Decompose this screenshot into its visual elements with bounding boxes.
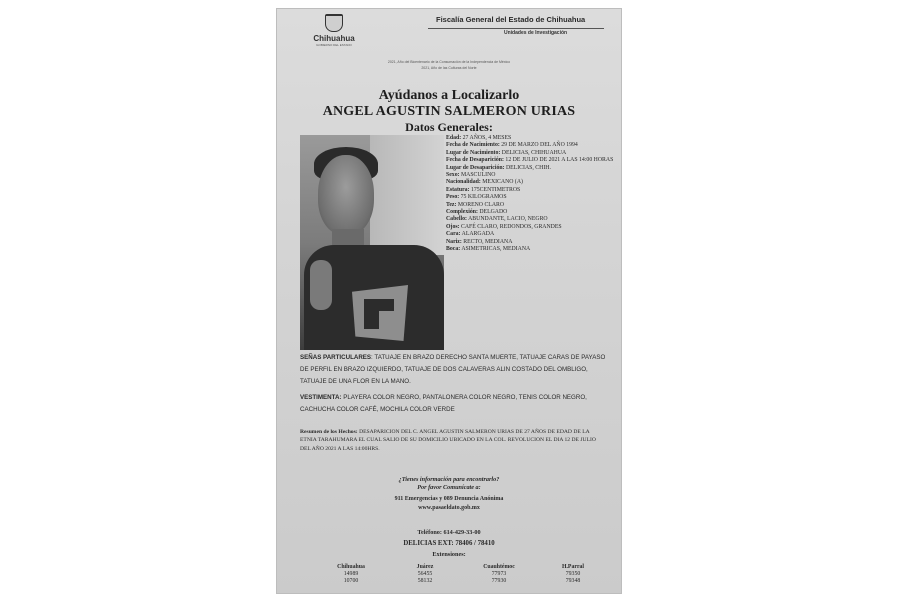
detail-row: Lugar de Nacimiento: DELICIAS, CHIHUAHUA bbox=[446, 149, 567, 156]
extension-column: Chihuahua 14989 10700 bbox=[337, 564, 365, 585]
senas-particulares: SEÑAS PARTICULARES: TATUAJE EN BRAZO DERECHO SANTA MUERTE, TATUAJE CARAS DE PAYASO DE PERFIL EN BRAZO IZQUIERDO, TATUAJE DE DOS CALAVERAS ALIN COSTADO DEL OMBLIGO, TATUAJE DE UNA FLOR EN LA MANO. bbox=[300, 354, 606, 385]
contact-question: ¿Tienes información para encontrarlo? bbox=[398, 476, 500, 483]
detail-row: Nariz: RECTO, MEDIANA bbox=[446, 238, 513, 245]
header-divider bbox=[428, 28, 604, 29]
extension-column: Juárez 56455 58132 bbox=[416, 564, 434, 585]
state-logo bbox=[312, 14, 356, 48]
detail-row: Fecha de Desaparición: 12 DE JULIO DE 2021 A LAS 14:00 HORAS bbox=[446, 157, 614, 164]
detail-row: Lugar de Desaparición: DELICIAS, CHIH. bbox=[446, 164, 551, 171]
extensions-table bbox=[314, 564, 610, 586]
vestimenta: VESTIMENTA: PLAYERA COLOR NEGRO, PANTALONERA COLOR NEGRO, TENIS COLOR NEGRO, CACHUCHA COLOR CAFÉ, MOCHILA COLOR VERDE bbox=[300, 394, 587, 413]
year-note-1: 2021, Año del Bicentenario de la Consumación de la Independencia de México bbox=[387, 60, 511, 64]
section-heading: Datos Generales: bbox=[405, 120, 493, 134]
detail-row: Complexión: DELGADO bbox=[446, 209, 508, 216]
detail-row: Boca: ASIMETRICAS, MEDIANA bbox=[446, 246, 531, 253]
emergency-numbers: 911 Emergencias y 089 Denuncia Anónima bbox=[394, 496, 504, 502]
logo-subtext: GOBIERNO DEL ESTADO bbox=[316, 43, 352, 47]
contact-call: Por favor Comunícate a: bbox=[417, 484, 481, 491]
extensions-title: Extensiones: bbox=[432, 551, 466, 558]
detail-row: Ojos: CAFÉ CLARO, REDONDOS, GRANDES bbox=[446, 223, 562, 230]
website: www.pasaeldato.gob.mx bbox=[418, 505, 480, 511]
extension-column: Cuauhtémoc 77973 77930 bbox=[483, 564, 515, 585]
detail-row: Sexo: MASCULINO bbox=[446, 172, 496, 179]
person-name: ANGEL AGUSTIN SALMERON URIAS bbox=[322, 104, 576, 119]
detail-row: Cabello: ABUNDANTE, LACIO, NEGRO bbox=[446, 216, 548, 223]
phone: Teléfono: 614-429-33-00 bbox=[417, 529, 481, 536]
detail-row: Fecha de Nacimiento: 29 DE MARZO DEL AÑO 1994 bbox=[446, 142, 578, 149]
missing-person-flyer bbox=[276, 8, 622, 594]
detail-row: Nacionalidad: MEXICANO (A) bbox=[446, 179, 523, 186]
detail-row: Tez: MORENO CLARO bbox=[446, 201, 505, 208]
header-subtitle: Unidades de Investigación bbox=[504, 30, 568, 36]
detail-row: Cara: ALARGADA bbox=[446, 231, 495, 238]
poster-heading: Ayúdanos a Localizarlo bbox=[378, 88, 520, 103]
person-photo bbox=[300, 135, 444, 350]
detail-row: Peso: 75 KILOGRAMOS bbox=[446, 194, 507, 201]
logo-text: Chihuahua bbox=[313, 34, 355, 43]
shield-icon bbox=[325, 14, 343, 32]
extension-column: H.Parral 79350 79348 bbox=[561, 564, 585, 585]
summary-of-events: Resumen de los Hechos: DESAPARICION DEL C. ANGEL AGUSTIN SALMERON URIAS DE 27 AÑOS DE EDAD DE LA ETNIA TARAHUMARA EL CUAL SALIO DE SU DOMICILIO UBICADO EN LA COL. REVOLUCION EL DIA 12 DE JULIO DEL AÑO 2021 A LAS 14:00HRS. bbox=[300, 429, 596, 452]
delicias-ext: DELICIAS EXT: 78406 / 78410 bbox=[403, 540, 495, 547]
year-note-2: 2021, Año de las Culturas del Norte bbox=[421, 66, 477, 70]
detail-row: Edad: 27 AÑOS, 4 MESES bbox=[446, 135, 512, 141]
details-list bbox=[446, 135, 618, 254]
detail-row: Estatura: 175CENTIMETROS bbox=[446, 186, 521, 193]
header-title: Fiscalía General del Estado de Chihuahua bbox=[436, 15, 586, 24]
